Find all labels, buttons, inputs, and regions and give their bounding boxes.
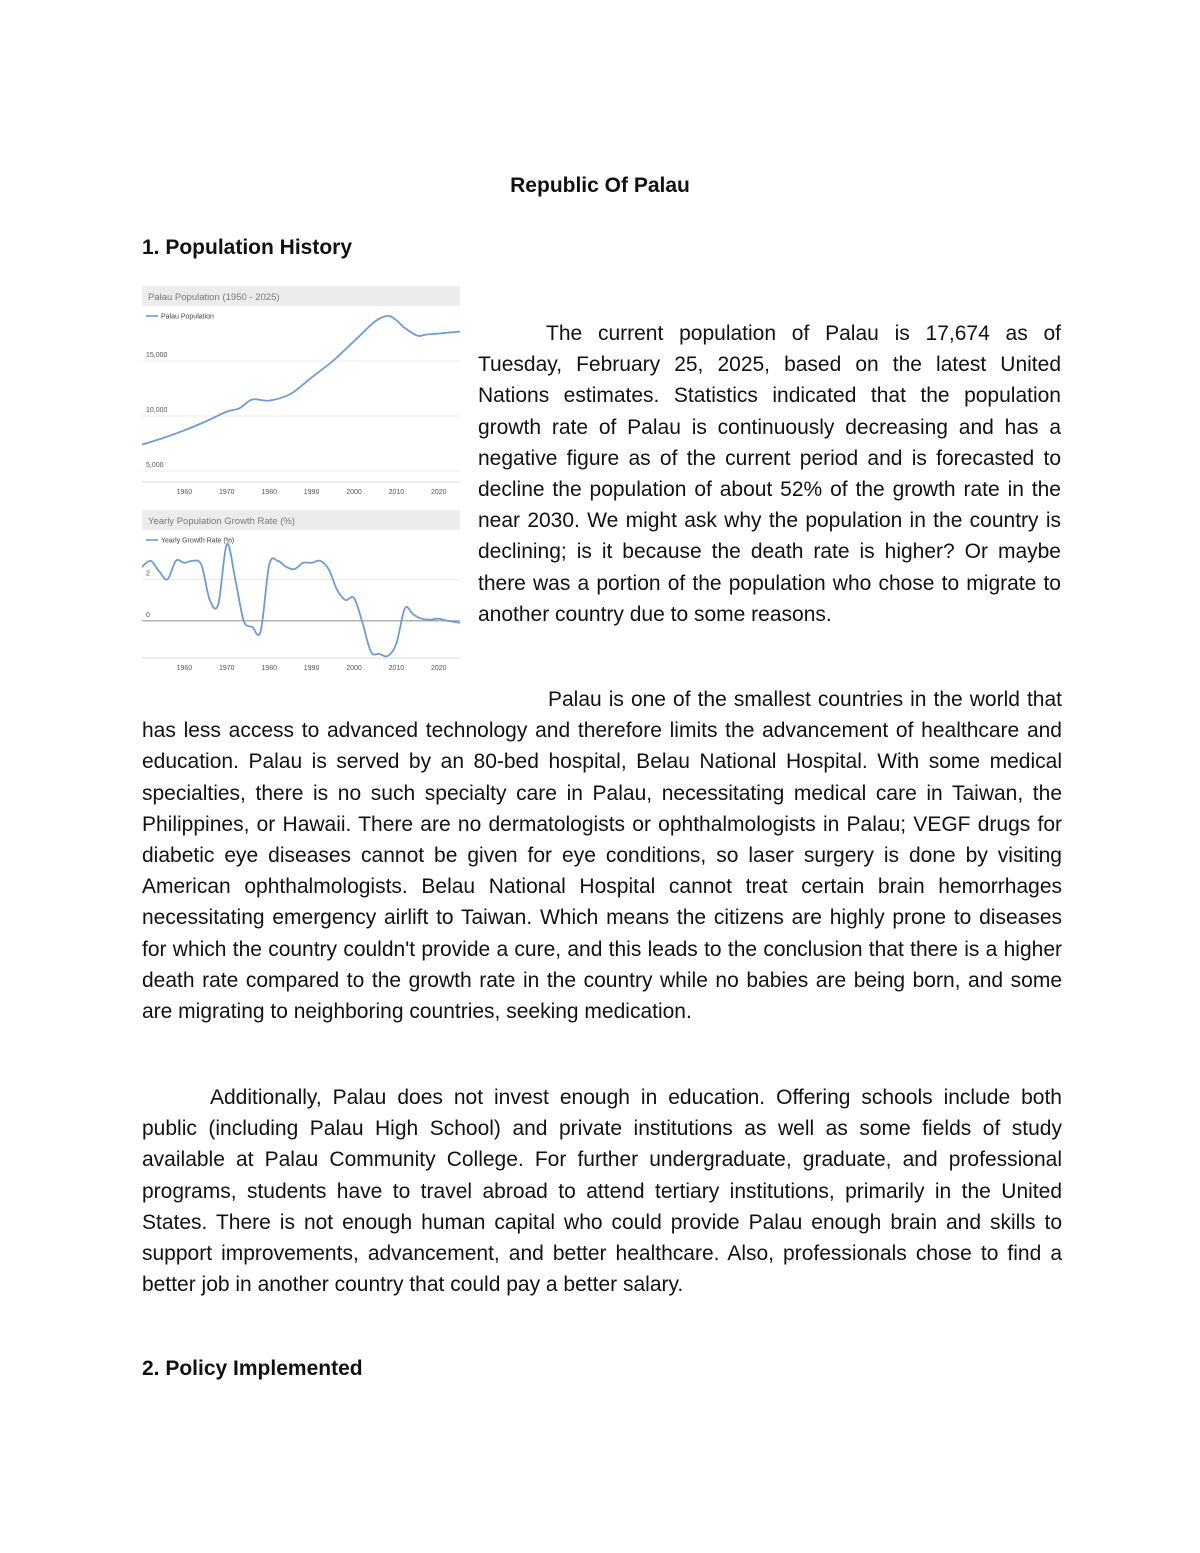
population-chart-series-line [142, 313, 460, 445]
growth-rate-chart-xtick-label: 1970 [219, 665, 235, 672]
paragraph-population [478, 318, 1061, 630]
population-chart-ytick-label: 10,000 [146, 407, 168, 414]
population-chart-xtick-label: 1990 [303, 489, 320, 496]
population-chart-xtick-label: 2010 [388, 489, 405, 496]
population-chart [142, 286, 460, 502]
population-chart-xtick-label: 1960 [176, 489, 193, 496]
growth-rate-chart-ytick-label: 0 [146, 611, 150, 619]
growth-rate-chart-title: Yearly Population Growth Rate (%) [148, 516, 295, 527]
paragraph-population-text: The current population of Palau is 17,674 as of Tuesday, February 25, 2025, based on the latest United Nations estimates. Statistics indicated that the population growth rate of Palau is continuously decreasing and has a negative figure as of the current period and is forecasted to decline the population of about 52% of the growth rate in the near 2030. We might ask why the population in the country is declining; is it because the death rate is higher? Or maybe there was a portion of the population who chose to migrate to another country due to some reasons. [478, 322, 1061, 626]
growth-rate-chart-xtick-label: 1960 [176, 665, 193, 672]
section-heading-policy-implemented: 2. Policy Implemented [142, 1357, 363, 1380]
population-chart-xtick-label: 1980 [261, 489, 277, 496]
paragraph-healthcare-text: Palau is one of the smallest countries in the world that has less access to advanced technology and therefore limits the advancement of healthcare and education. Palau is served by an 80-bed hospital, Belau National Hospital. With some medical specialties, there is no such specialty care in Palau, necessitating medical care in Taiwan, the Philippines, or Hawaii. There are no dermatologists or ophthalmologists in Palau; VEGF drugs for diabetic eye diseases cannot be given for eye conditions, so laser surgery is done by visiting American ophthalmologists. Belau National Hospital cannot treat certain brain hemorrhages necessitating emergency airlift to Taiwan. Which means the citizens are highly prone to diseases for which the country couldn't provide a cure, and this leads to the conclusion that there is a higher death rate compared to the growth rate in the country while no babies are being born, and some are migrating to neighboring countries, seeking medication. [142, 688, 1062, 1024]
growth-rate-chart-ytick-label: 2 [146, 570, 150, 578]
population-chart-title: Palau Population (1950 - 2025) [148, 292, 280, 303]
charts-figure [142, 286, 460, 682]
population-chart-xtick-label: 2020 [431, 489, 447, 496]
growth-rate-chart-series-line [142, 544, 460, 657]
paragraph-education-text: Additionally, Palau does not invest enough in education. Offering schools include both public (including Palau High School) and private institutions as well as some fields of study available at Palau Community College. For further undergraduate, graduate, and professional programs, students have to travel abroad to attend tertiary institutions, primarily in the United States. There is not enough human capital who could provide Palau enough brain and skills to support improvements, advancement, and better healthcare. Also, professionals chose to find a better job in another country that could pay a better salary. [142, 1086, 1062, 1297]
section-heading-population-history: 1. Population History [142, 236, 353, 259]
population-chart-xtick-label: 2000 [346, 489, 362, 496]
population-chart-ytick-label: 5,000 [146, 462, 164, 469]
growth-rate-chart [142, 510, 460, 682]
population-chart-ytick-label: 15,000 [146, 352, 168, 359]
growth-rate-chart-xtick-label: 2010 [388, 665, 405, 672]
growth-rate-chart-legend-label: Yearly Growth Rate (%) [161, 537, 235, 545]
population-chart-xtick-label: 1970 [219, 489, 235, 496]
paragraph-healthcare [142, 684, 1062, 1027]
population-chart-legend-label: Palau Population [161, 313, 214, 321]
growth-rate-chart-xtick-label: 2020 [431, 665, 447, 672]
growth-rate-chart-xtick-label: 1980 [261, 665, 277, 672]
document-title: Republic Of Palau [510, 174, 690, 197]
growth-rate-chart-xtick-label: 2000 [346, 665, 362, 672]
paragraph-education [142, 1082, 1062, 1300]
growth-rate-chart-xtick-label: 1990 [303, 665, 320, 672]
